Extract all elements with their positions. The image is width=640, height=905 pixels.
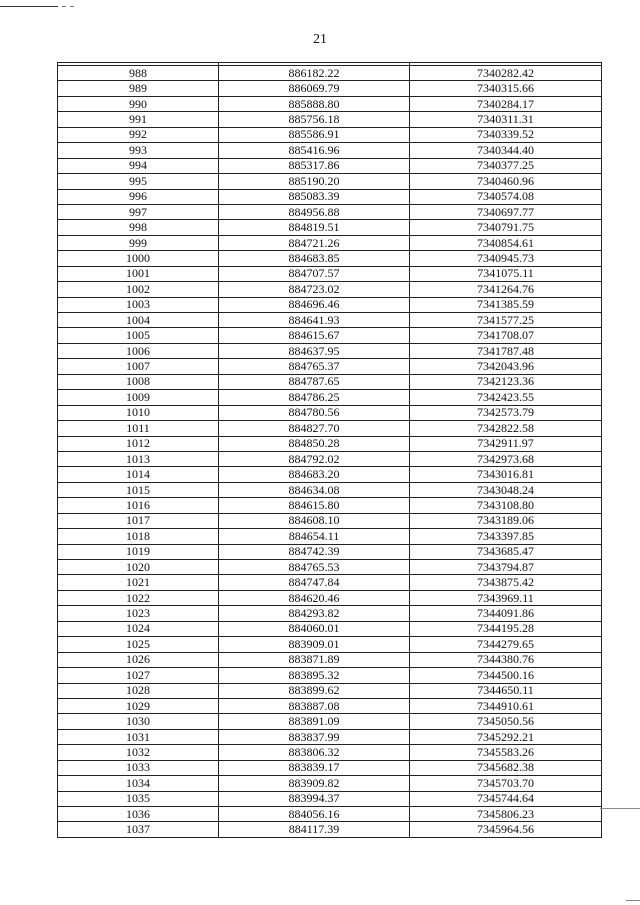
x-coordinate-cell: 885586.91 — [219, 127, 410, 142]
table-row — [58, 343, 602, 358]
x-coordinate-cell: 885083.39 — [219, 189, 410, 204]
table-row — [58, 436, 602, 451]
point-number-cell: 1008 — [58, 374, 219, 389]
point-number-cell: 1000 — [58, 251, 219, 266]
x-coordinate-cell: 884683.20 — [219, 467, 410, 482]
point-number-cell: 988 — [58, 66, 219, 81]
x-coordinate-cell: 884654.11 — [219, 529, 410, 544]
point-number-cell: 1022 — [58, 590, 219, 605]
y-coordinate-cell: 7340460.96 — [410, 174, 602, 189]
point-number-cell: 1002 — [58, 282, 219, 297]
point-number-cell: 1030 — [58, 714, 219, 729]
table-row — [58, 482, 602, 497]
y-coordinate-cell: 7340854.61 — [410, 235, 602, 250]
table-row — [58, 374, 602, 389]
y-coordinate-cell: 7340697.77 — [410, 204, 602, 219]
x-coordinate-cell: 884765.37 — [219, 359, 410, 374]
y-coordinate-cell: 7340377.25 — [410, 158, 602, 173]
y-coordinate-cell: 7340945.73 — [410, 251, 602, 266]
top-left-dash — [70, 6, 74, 7]
point-number-cell: 1003 — [58, 297, 219, 312]
table-row — [58, 204, 602, 219]
table-row — [58, 235, 602, 250]
table-row — [58, 220, 602, 235]
point-number-cell: 1019 — [58, 544, 219, 559]
point-number-cell: 1024 — [58, 621, 219, 636]
y-coordinate-cell: 7340284.17 — [410, 96, 602, 111]
y-coordinate-cell: 7345583.26 — [410, 745, 602, 760]
x-coordinate-cell: 885190.20 — [219, 174, 410, 189]
x-coordinate-cell: 884707.57 — [219, 266, 410, 281]
table-row — [58, 776, 602, 791]
x-coordinate-cell: 885317.86 — [219, 158, 410, 173]
x-coordinate-cell: 884780.56 — [219, 405, 410, 420]
point-number-cell: 1011 — [58, 421, 219, 436]
table-row — [58, 143, 602, 158]
point-number-cell: 1009 — [58, 390, 219, 405]
table-row — [58, 297, 602, 312]
y-coordinate-cell: 7342123.36 — [410, 374, 602, 389]
table-row — [58, 405, 602, 420]
table-row — [58, 251, 602, 266]
y-coordinate-cell: 7341385.59 — [410, 297, 602, 312]
y-coordinate-cell: 7343016.81 — [410, 467, 602, 482]
x-coordinate-cell: 884819.51 — [219, 220, 410, 235]
page-number: 21 — [313, 32, 327, 47]
table-row — [58, 529, 602, 544]
x-coordinate-cell: 883994.37 — [219, 791, 410, 806]
x-coordinate-cell: 884747.84 — [219, 575, 410, 590]
y-coordinate-cell: 7343875.42 — [410, 575, 602, 590]
x-coordinate-cell: 884117.39 — [219, 822, 410, 837]
y-coordinate-cell: 7344279.65 — [410, 637, 602, 652]
table-row — [58, 606, 602, 621]
x-coordinate-cell: 884792.02 — [219, 451, 410, 466]
x-coordinate-cell: 883909.82 — [219, 776, 410, 791]
x-coordinate-cell: 884765.53 — [219, 560, 410, 575]
y-coordinate-cell: 7342043.96 — [410, 359, 602, 374]
table-row — [58, 729, 602, 744]
point-number-cell: 1025 — [58, 637, 219, 652]
x-coordinate-cell: 884787.65 — [219, 374, 410, 389]
y-coordinate-cell: 7342822.58 — [410, 421, 602, 436]
x-coordinate-cell: 884056.16 — [219, 807, 410, 822]
table-row — [58, 637, 602, 652]
x-coordinate-cell: 884827.70 — [219, 421, 410, 436]
table-row — [58, 621, 602, 636]
point-number-cell: 1023 — [58, 606, 219, 621]
y-coordinate-cell: 7343189.06 — [410, 513, 602, 528]
x-coordinate-cell: 883871.89 — [219, 652, 410, 667]
y-coordinate-cell: 7340344.40 — [410, 143, 602, 158]
y-coordinate-cell: 7345703.70 — [410, 776, 602, 791]
y-coordinate-cell: 7345050.56 — [410, 714, 602, 729]
x-coordinate-cell: 885756.18 — [219, 112, 410, 127]
x-coordinate-cell: 886182.22 — [219, 66, 410, 81]
bottom-right-dash — [600, 808, 640, 809]
table-row — [58, 421, 602, 436]
table-row — [58, 81, 602, 96]
x-coordinate-cell: 884615.80 — [219, 498, 410, 513]
x-coordinate-cell: 883887.08 — [219, 698, 410, 713]
table-row — [58, 467, 602, 482]
point-number-cell: 1005 — [58, 328, 219, 343]
y-coordinate-cell: 7344195.28 — [410, 621, 602, 636]
y-coordinate-cell: 7343969.11 — [410, 590, 602, 605]
y-coordinate-cell: 7344380.76 — [410, 652, 602, 667]
x-coordinate-cell: 883909.01 — [219, 637, 410, 652]
x-coordinate-cell: 884696.46 — [219, 297, 410, 312]
y-coordinate-cell: 7344091.86 — [410, 606, 602, 621]
y-coordinate-cell: 7341577.25 — [410, 313, 602, 328]
x-coordinate-cell: 883899.62 — [219, 683, 410, 698]
table-row — [58, 698, 602, 713]
table-row — [58, 745, 602, 760]
point-number-cell: 998 — [58, 220, 219, 235]
table-row — [58, 158, 602, 173]
top-left-dash — [62, 6, 66, 7]
x-coordinate-cell: 883806.32 — [219, 745, 410, 760]
table-row — [58, 575, 602, 590]
point-number-cell: 1021 — [58, 575, 219, 590]
y-coordinate-cell: 7340574.08 — [410, 189, 602, 204]
y-coordinate-cell: 7343108.80 — [410, 498, 602, 513]
x-coordinate-cell: 883837.99 — [219, 729, 410, 744]
x-coordinate-cell: 884723.02 — [219, 282, 410, 297]
y-coordinate-cell: 7345744.64 — [410, 791, 602, 806]
point-number-cell: 989 — [58, 81, 219, 96]
point-number-cell: 1013 — [58, 451, 219, 466]
x-coordinate-cell: 884608.10 — [219, 513, 410, 528]
coordinates-table — [57, 62, 602, 838]
table-row — [58, 328, 602, 343]
table-row — [58, 498, 602, 513]
point-number-cell: 1001 — [58, 266, 219, 281]
table-row — [58, 822, 602, 837]
table-row — [58, 683, 602, 698]
table-row — [58, 266, 602, 281]
y-coordinate-cell: 7342973.68 — [410, 451, 602, 466]
y-coordinate-cell: 7345292.21 — [410, 729, 602, 744]
y-coordinate-cell: 7340311.31 — [410, 112, 602, 127]
y-coordinate-cell: 7344500.16 — [410, 668, 602, 683]
point-number-cell: 1004 — [58, 313, 219, 328]
x-coordinate-cell: 884641.93 — [219, 313, 410, 328]
point-number-cell: 1034 — [58, 776, 219, 791]
y-coordinate-cell: 7342423.55 — [410, 390, 602, 405]
x-coordinate-cell: 884620.46 — [219, 590, 410, 605]
x-coordinate-cell: 884634.08 — [219, 482, 410, 497]
y-coordinate-cell: 7340339.52 — [410, 127, 602, 142]
y-coordinate-cell: 7345806.23 — [410, 807, 602, 822]
x-coordinate-cell: 884060.01 — [219, 621, 410, 636]
point-number-cell: 1014 — [58, 467, 219, 482]
x-coordinate-cell: 884637.95 — [219, 343, 410, 358]
table-row — [58, 791, 602, 806]
point-number-cell: 991 — [58, 112, 219, 127]
table-row — [58, 174, 602, 189]
table-row — [58, 282, 602, 297]
point-number-cell: 1028 — [58, 683, 219, 698]
x-coordinate-cell: 884683.85 — [219, 251, 410, 266]
y-coordinate-cell: 7341787.48 — [410, 343, 602, 358]
point-number-cell: 1032 — [58, 745, 219, 760]
table-row — [58, 513, 602, 528]
x-coordinate-cell: 886069.79 — [219, 81, 410, 96]
x-coordinate-cell: 884293.82 — [219, 606, 410, 621]
x-coordinate-cell: 883891.09 — [219, 714, 410, 729]
y-coordinate-cell: 7341708.07 — [410, 328, 602, 343]
y-coordinate-cell: 7343794.87 — [410, 560, 602, 575]
point-number-cell: 1015 — [58, 482, 219, 497]
point-number-cell: 1006 — [58, 343, 219, 358]
y-coordinate-cell: 7341075.11 — [410, 266, 602, 281]
point-number-cell: 994 — [58, 158, 219, 173]
point-number-cell: 1016 — [58, 498, 219, 513]
table-row — [58, 807, 602, 822]
point-number-cell: 999 — [58, 235, 219, 250]
point-number-cell: 1007 — [58, 359, 219, 374]
y-coordinate-cell: 7343048.24 — [410, 482, 602, 497]
point-number-cell: 1033 — [58, 760, 219, 775]
y-coordinate-cell: 7342911.97 — [410, 436, 602, 451]
table-row — [58, 714, 602, 729]
point-number-cell: 1035 — [58, 791, 219, 806]
table-row — [58, 96, 602, 111]
point-number-cell: 993 — [58, 143, 219, 158]
table-row — [58, 66, 602, 81]
table-row — [58, 313, 602, 328]
table-row — [58, 668, 602, 683]
point-number-cell: 996 — [58, 189, 219, 204]
x-coordinate-cell: 884742.39 — [219, 544, 410, 559]
table-row — [58, 112, 602, 127]
y-coordinate-cell: 7343685.47 — [410, 544, 602, 559]
table-row — [58, 760, 602, 775]
table-row — [58, 544, 602, 559]
point-number-cell: 1017 — [58, 513, 219, 528]
point-number-cell: 1018 — [58, 529, 219, 544]
x-coordinate-cell: 884721.26 — [219, 235, 410, 250]
point-number-cell: 1026 — [58, 652, 219, 667]
point-number-cell: 990 — [58, 96, 219, 111]
bottom-right-dash — [626, 900, 640, 901]
coordinates-table-body — [58, 63, 602, 838]
x-coordinate-cell: 884956.88 — [219, 204, 410, 219]
table-row — [58, 560, 602, 575]
point-number-cell: 1020 — [58, 560, 219, 575]
y-coordinate-cell: 7344650.11 — [410, 683, 602, 698]
y-coordinate-cell: 7345682.38 — [410, 760, 602, 775]
table-row — [58, 359, 602, 374]
x-coordinate-cell: 884850.28 — [219, 436, 410, 451]
table-row — [58, 590, 602, 605]
point-number-cell: 997 — [58, 204, 219, 219]
point-number-cell: 992 — [58, 127, 219, 142]
y-coordinate-cell: 7341264.76 — [410, 282, 602, 297]
top-left-rule — [0, 6, 58, 7]
point-number-cell: 1027 — [58, 668, 219, 683]
table-row — [58, 189, 602, 204]
x-coordinate-cell: 883839.17 — [219, 760, 410, 775]
y-coordinate-cell: 7344910.61 — [410, 698, 602, 713]
x-coordinate-cell: 884615.67 — [219, 328, 410, 343]
point-number-cell: 1012 — [58, 436, 219, 451]
y-coordinate-cell: 7340315.66 — [410, 81, 602, 96]
y-coordinate-cell: 7342573.79 — [410, 405, 602, 420]
y-coordinate-cell: 7343397.85 — [410, 529, 602, 544]
x-coordinate-cell: 883895.32 — [219, 668, 410, 683]
point-number-cell: 1036 — [58, 807, 219, 822]
point-number-cell: 995 — [58, 174, 219, 189]
x-coordinate-cell: 885888.80 — [219, 96, 410, 111]
x-coordinate-cell: 884786.25 — [219, 390, 410, 405]
point-number-cell: 1010 — [58, 405, 219, 420]
point-number-cell: 1029 — [58, 698, 219, 713]
x-coordinate-cell: 885416.96 — [219, 143, 410, 158]
y-coordinate-cell: 7345964.56 — [410, 822, 602, 837]
table-row — [58, 390, 602, 405]
y-coordinate-cell: 7340282.42 — [410, 66, 602, 81]
table-row — [58, 127, 602, 142]
table-row — [58, 451, 602, 466]
y-coordinate-cell: 7340791.75 — [410, 220, 602, 235]
table-row — [58, 652, 602, 667]
point-number-cell: 1037 — [58, 822, 219, 837]
point-number-cell: 1031 — [58, 729, 219, 744]
